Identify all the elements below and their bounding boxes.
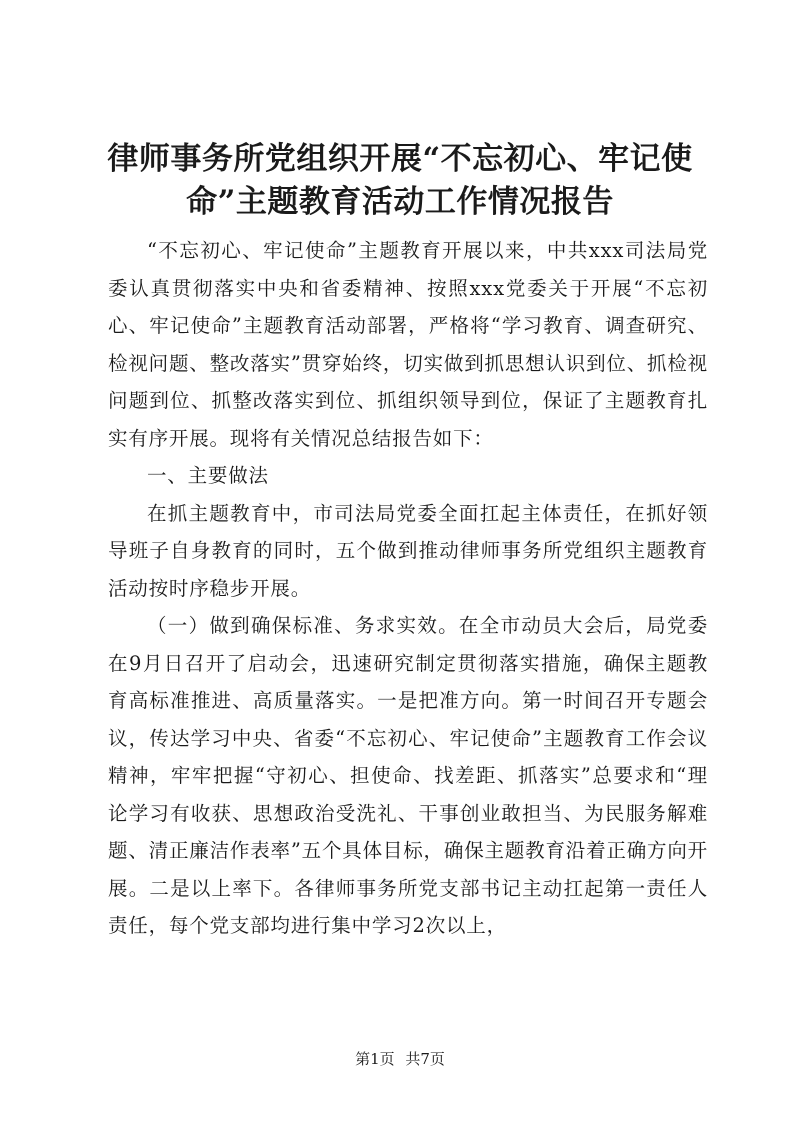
body-paragraph: 在抓主题教育中，市司法局党委全面扛起主体责任，在抓好领导班子自身教育的同时，五个做到推动律师事务所党组织主题教育活动按时序稳步开展。 xyxy=(108,501,708,600)
body-paragraph: （一）做到确保标准、务求实效。在全市动员大会后，局党委在9月日召开了启动会，迅速研究制定贯彻落实措施，确保主题教育高标准推进、高质量落实。一是把准方向。第一时间召开专题会议，传达学习中央、省委“不忘初心、牢记使命”主题教育工作会议精神，牢牢把握“守初心、担使命、找差距、抓落实”总要求和“理论学习有收获、思想政治受洗礼、干事创业敢担当、为民服务解难题、清正廉洁作表率”五个具体目标，确保主题教育沿着正确方向开展。二是以上率下。各律师事务所党支部书记主动扛起第一责任人责任，每个党支部均进行集中学习2次以上， xyxy=(108,614,708,937)
page-footer xyxy=(0,1048,800,1069)
document-body xyxy=(108,232,708,945)
page-total: 共7页 xyxy=(405,1050,445,1068)
page-number: 第1页 xyxy=(355,1050,395,1068)
section-heading: 一、主要做法 xyxy=(147,464,269,487)
intro-paragraph: “不忘初心、牢记使命”主题教育开展以来，中共xxx司法局党委认真贯彻落实中央和省委精神、按照xxx党委关于开展“不忘初心、牢记使命”主题教育活动部署，严格将“学习教育、调查研究、检视问题、整改落实”贯穿始终，切实做到抓思想认识到位、抓检视问题到位、抓整改落实到位、抓组织领导到位，保证了主题教育扎实有序开展。现将有关情况总结报告如下： xyxy=(108,239,708,450)
document-title: 律师事务所党组织开展“不忘初心、牢记使命”主题教育活动工作情况报告 xyxy=(107,141,693,220)
